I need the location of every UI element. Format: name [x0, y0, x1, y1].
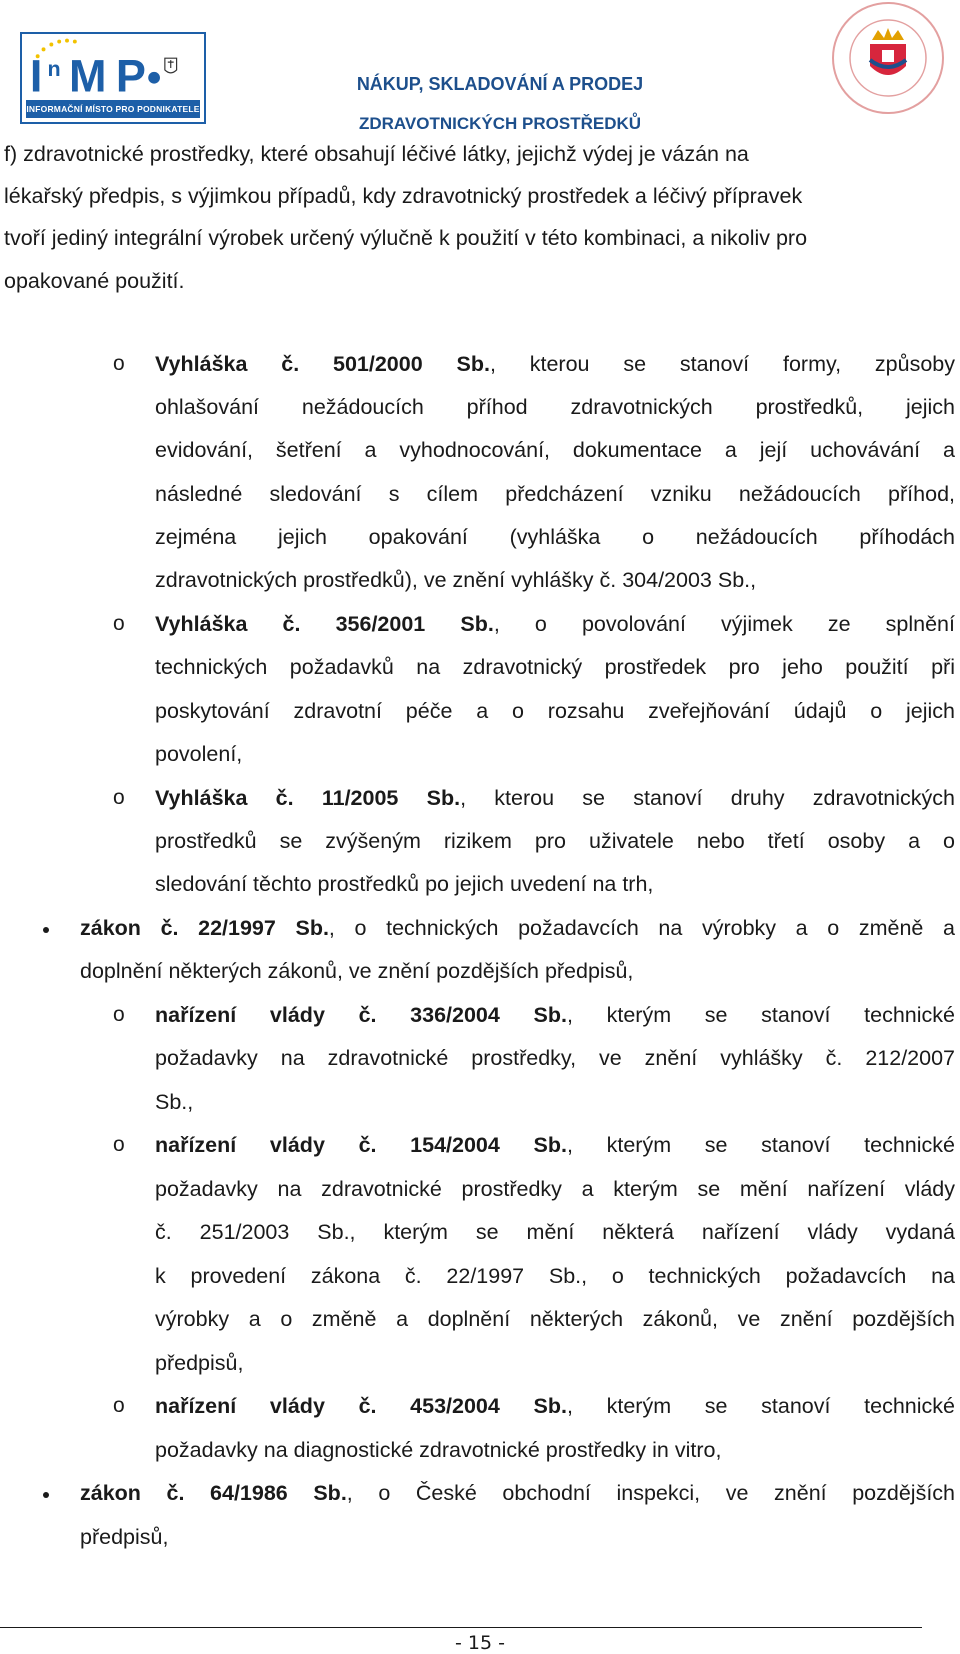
- list-item-line: [155, 1000, 955, 1030]
- list-item-text: , kterou se stanoví formy, způsoby: [489, 352, 955, 376]
- sub-bullet: o: [113, 786, 125, 809]
- inmp-logo-caption: INFORMAČNÍ MÍSTO PRO PODNIKATELE: [26, 100, 200, 118]
- list-item-line: požadavky na zdravotnické prostředky, ve znění vyhlášky č. 212/2007: [155, 1046, 955, 1070]
- list-item-line: povolení,: [155, 742, 243, 766]
- footer-divider: [0, 1627, 922, 1628]
- intro-line-1: f) zdravotnické prostředky, které obsahují léčivé látky, jejichž výdej je vázán na: [4, 142, 749, 166]
- list-item-line: zejména jejich opakování (vyhláška o nežádoucích příhodách: [155, 525, 955, 549]
- header-title-line-1: NÁKUP, SKLADOVÁNÍ A PRODEJ: [356, 74, 644, 94]
- inmp-logo: [20, 32, 206, 124]
- list-item-line: [80, 913, 955, 943]
- main-bullet: [43, 927, 49, 933]
- list-item-line: předpisů,: [155, 1351, 244, 1375]
- list-item-line: č. 251/2003 Sb., kterým se mění některá nařízení vlády vydaná: [155, 1220, 955, 1244]
- svg-text:n: n: [47, 56, 61, 81]
- list-item-text: , kterou se stanoví druhy zdravotnických: [460, 786, 955, 810]
- intro-line-4: opakované použití.: [4, 269, 185, 293]
- law-reference: nařízení vlády č. 453/2004 Sb.: [155, 1394, 567, 1418]
- list-item-text: , o povolování výjimek ze splnění: [493, 612, 955, 636]
- list-item-text: , o České obchodní inspekci, ve znění pozdějších: [346, 1481, 955, 1505]
- law-reference: zákon č. 64/1986 Sb.: [80, 1481, 347, 1505]
- list-item-line: [155, 1391, 955, 1421]
- sub-bullet: o: [113, 612, 125, 635]
- svg-text:M: M: [68, 50, 107, 100]
- list-item-text: , o technických požadavcích na výrobky a o změně a: [328, 916, 955, 940]
- list-item-line: [155, 609, 955, 639]
- sub-bullet: o: [113, 352, 125, 375]
- list-item-line: požadavky na zdravotnické prostředky a kterým se mění nařízení vlády: [155, 1177, 955, 1201]
- page-number: - 15 -: [455, 1632, 505, 1654]
- list-item-line: Sb.,: [155, 1090, 194, 1114]
- list-item-line: prostředků se zvýšeným rizikem pro uživatele nebo třetí osoby a o: [155, 829, 955, 853]
- main-bullet: [43, 1492, 49, 1498]
- intro-line-3: tvoří jediný integrální výrobek určený výlučně k použití v této kombinaci, a nikoliv pro: [4, 226, 808, 250]
- list-item-line: k provedení zákona č. 22/1997 Sb., o technických požadavcích na: [155, 1264, 955, 1288]
- list-item-line: evidování, šetření a vyhodnocování, dokumentace a její uchovávání a: [155, 438, 955, 462]
- list-item-text: , kterým se stanoví technické: [566, 1394, 955, 1418]
- header-title-line-2: ZDRAVOTNICKÝCH PROSTŘEDKŮ: [358, 114, 642, 133]
- list-item-line: [155, 1130, 955, 1160]
- list-item-line: zdravotnických prostředků), ve znění vyhlášky č. 304/2003 Sb.,: [155, 568, 757, 592]
- list-item-line: předpisů,: [80, 1525, 169, 1549]
- list-item-line: výrobky a o změně a doplnění některých zákonů, ve znění pozdějších: [155, 1307, 955, 1331]
- list-item-line: sledování těchto prostředků po jejich uvedení na trh,: [155, 872, 654, 896]
- page-header: [0, 0, 960, 140]
- list-item-line: požadavky na diagnostické zdravotnické prostředky in vitro,: [155, 1438, 722, 1462]
- inmp-logo-graphic: [22, 34, 204, 100]
- sub-bullet: o: [113, 1133, 125, 1156]
- law-reference: Vyhláška č. 356/2001 Sb.: [155, 612, 494, 636]
- list-item-line: [155, 349, 955, 379]
- law-reference: zákon č. 22/1997 Sb.: [80, 916, 329, 940]
- sub-bullet: o: [113, 1003, 125, 1026]
- list-item-line: ohlašování nežádoucích příhod zdravotnických prostředků, jejich: [155, 395, 955, 419]
- list-item-line: následné sledování s cílem předcházení vzniku nežádoucích příhod,: [155, 482, 955, 506]
- intro-line-2: lékařský předpis, s výjimkou případů, kdy zdravotnický prostředek a léčivý přípravek: [4, 184, 803, 208]
- sub-bullet: o: [113, 1394, 125, 1417]
- law-reference: nařízení vlády č. 336/2004 Sb.: [155, 1003, 567, 1027]
- svg-text:I: I: [29, 50, 43, 100]
- list-item-text: , kterým se stanoví technické: [566, 1003, 955, 1027]
- list-item-line: [80, 1478, 955, 1508]
- chamber-seal-logo: [830, 0, 946, 116]
- document-header-title: [300, 64, 700, 144]
- list-item-line: technických požadavků na zdravotnický prostředek pro jeho použití při: [155, 655, 955, 679]
- svg-text:P: P: [115, 50, 146, 100]
- list-item-line: poskytování zdravotní péče a o rozsahu zveřejňování údajů o jejich: [155, 699, 955, 723]
- law-reference: Vyhláška č. 501/2000 Sb.: [155, 352, 490, 376]
- law-reference: Vyhláška č. 11/2005 Sb.: [155, 786, 461, 810]
- list-item-line: [155, 783, 955, 813]
- law-reference: nařízení vlády č. 154/2004 Sb.: [155, 1133, 567, 1157]
- list-item-line: doplnění některých zákonů, ve znění pozdějších předpisů,: [80, 959, 634, 983]
- list-item-text: , kterým se stanoví technické: [566, 1133, 955, 1157]
